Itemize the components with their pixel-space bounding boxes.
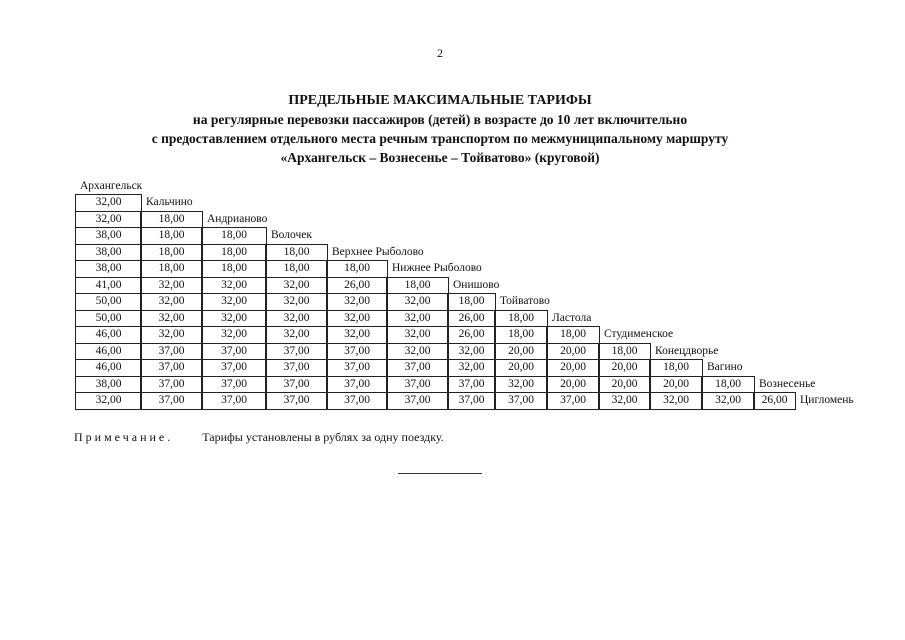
fare-cell: 37,00	[140, 343, 203, 361]
fare-cell: 38,00	[75, 227, 142, 245]
fare-cell: 32,00	[201, 326, 267, 344]
fare-cell: 37,00	[546, 392, 600, 410]
stop-label-1: Кальчино	[146, 196, 193, 208]
fare-cell: 32,00	[326, 293, 388, 311]
fare-cell: 32,00	[326, 310, 388, 328]
fare-cell: 37,00	[386, 359, 449, 377]
fare-cell: 18,00	[326, 260, 388, 278]
fare-cell: 18,00	[265, 260, 328, 278]
fare-cell: 20,00	[546, 359, 600, 377]
fare-cell: 32,00	[649, 392, 703, 410]
fare-cell: 18,00	[386, 277, 449, 295]
fare-cell: 32,00	[265, 326, 328, 344]
fare-cell: 18,00	[701, 376, 755, 394]
fare-cell: 20,00	[546, 376, 600, 394]
title-line-2: на регулярные перевозки пассажиров (детей) в возрасте до 10 лет включительно	[192, 112, 688, 127]
fare-cell: 37,00	[326, 392, 388, 410]
closing-rule	[398, 473, 482, 474]
fare-cell: 37,00	[265, 343, 328, 361]
fare-cell: 32,00	[598, 392, 651, 410]
fare-cell: 20,00	[494, 343, 548, 361]
fare-cell: 37,00	[326, 359, 388, 377]
fare-cell: 18,00	[140, 260, 203, 278]
title-line-3: с предоставлением отдельного места речным транспортом по межмуниципальному маршруту	[151, 131, 729, 146]
fare-cell: 32,00	[140, 293, 203, 311]
fare-cell: 38,00	[75, 376, 142, 394]
fare-cell: 26,00	[447, 326, 496, 344]
stop-label-0: Архангельск	[80, 180, 143, 192]
fare-cell: 38,00	[75, 260, 142, 278]
fare-cell: 50,00	[75, 293, 142, 311]
stop-label-10: Конецдворье	[655, 344, 719, 357]
stop-label-13: Цигломень	[800, 394, 854, 406]
fare-cell: 37,00	[140, 359, 203, 377]
fare-cell: 32,00	[140, 310, 203, 328]
fare-cell: 32,00	[447, 359, 496, 377]
fare-cell: 18,00	[201, 227, 267, 245]
fare-cell: 32,00	[75, 211, 142, 229]
fare-cell: 37,00	[386, 376, 449, 394]
fare-cell: 32,00	[265, 310, 328, 328]
fare-cell: 32,00	[701, 392, 755, 410]
fare-cell: 37,00	[201, 376, 267, 394]
page-number: 2	[437, 46, 443, 60]
fare-cell: 18,00	[598, 343, 651, 361]
footnote	[74, 430, 444, 445]
fare-cell: 32,00	[201, 310, 267, 328]
stop-label-11: Вагино	[707, 361, 743, 373]
fare-cell: 32,00	[326, 326, 388, 344]
fare-cell: 32,00	[140, 326, 203, 344]
fare-cell: 32,00	[494, 376, 548, 394]
stop-label-8: Ластола	[552, 311, 592, 324]
title-line-4: «Архангельск – Вознесенье – Тойватово» (круговой)	[280, 150, 600, 165]
fare-cell: 26,00	[753, 392, 796, 410]
fare-cell: 18,00	[201, 244, 267, 262]
fare-cell: 37,00	[140, 392, 203, 410]
fare-cell: 32,00	[386, 326, 449, 344]
fare-cell: 18,00	[140, 211, 203, 229]
fare-cell: 32,00	[386, 343, 449, 361]
fare-cell: 26,00	[447, 310, 496, 328]
fare-cell: 37,00	[201, 343, 267, 361]
fare-cell: 37,00	[140, 376, 203, 394]
fare-cell: 18,00	[649, 359, 703, 377]
fare-cell: 18,00	[494, 310, 548, 328]
fare-cell: 32,00	[447, 343, 496, 361]
fare-cell: 37,00	[326, 343, 388, 361]
fare-cell: 37,00	[265, 359, 328, 377]
fare-cell: 32,00	[201, 293, 267, 311]
fare-cell: 20,00	[598, 376, 651, 394]
stop-label-6: Онишово	[453, 278, 500, 291]
footnote-label: Примечание.	[74, 430, 174, 444]
fare-cell: 18,00	[546, 326, 600, 344]
footnote-text: Тарифы установлены в рублях за одну поездку.	[202, 430, 444, 444]
fare-cell: 38,00	[75, 244, 142, 262]
fare-cell: 20,00	[546, 343, 600, 361]
fare-cell: 46,00	[75, 326, 142, 344]
fare-cell: 37,00	[201, 392, 267, 410]
fare-cell: 32,00	[201, 277, 267, 295]
fare-cell: 32,00	[75, 194, 142, 212]
stop-label-4: Верхнее Рыболово	[332, 245, 424, 258]
fare-cell: 37,00	[386, 392, 449, 410]
fare-cell: 18,00	[140, 244, 203, 262]
stop-label-3: Волочек	[271, 229, 312, 241]
fare-cell: 18,00	[201, 260, 267, 278]
stop-label-12: Вознесенье	[759, 377, 816, 390]
fare-cell: 32,00	[140, 277, 203, 295]
title-line-1: ПРЕДЕЛЬНЫЕ МАКСИМАЛЬНЫЕ ТАРИФЫ	[288, 93, 592, 108]
fare-cell: 37,00	[326, 376, 388, 394]
fare-cell: 32,00	[386, 293, 449, 311]
fare-cell: 20,00	[598, 359, 651, 377]
stop-label-5: Нижнее Рыболово	[392, 262, 482, 274]
fare-cell: 41,00	[75, 277, 142, 295]
fare-cell: 32,00	[265, 293, 328, 311]
fare-cell: 18,00	[265, 244, 328, 262]
fare-cell: 46,00	[75, 359, 142, 377]
fare-cell: 37,00	[265, 392, 328, 410]
fare-cell: 32,00	[75, 392, 142, 410]
fare-cell: 18,00	[494, 326, 548, 344]
fare-cell: 37,00	[447, 376, 496, 394]
fare-cell: 37,00	[447, 392, 496, 410]
stop-label-9: Студименское	[604, 328, 674, 340]
fare-cell: 26,00	[326, 277, 388, 295]
fare-cell: 50,00	[75, 310, 142, 328]
fare-cell: 37,00	[201, 359, 267, 377]
fare-cell: 32,00	[386, 310, 449, 328]
stop-label-7: Тойватово	[500, 295, 550, 307]
stop-label-2: Андрианово	[207, 212, 268, 225]
fare-cell: 37,00	[265, 376, 328, 394]
fare-cell: 18,00	[447, 293, 496, 311]
fare-cell: 18,00	[140, 227, 203, 245]
fare-cell: 32,00	[265, 277, 328, 295]
fare-cell: 46,00	[75, 343, 142, 361]
fare-cell: 37,00	[494, 392, 548, 410]
fare-cell: 20,00	[494, 359, 548, 377]
fare-cell: 20,00	[649, 376, 703, 394]
